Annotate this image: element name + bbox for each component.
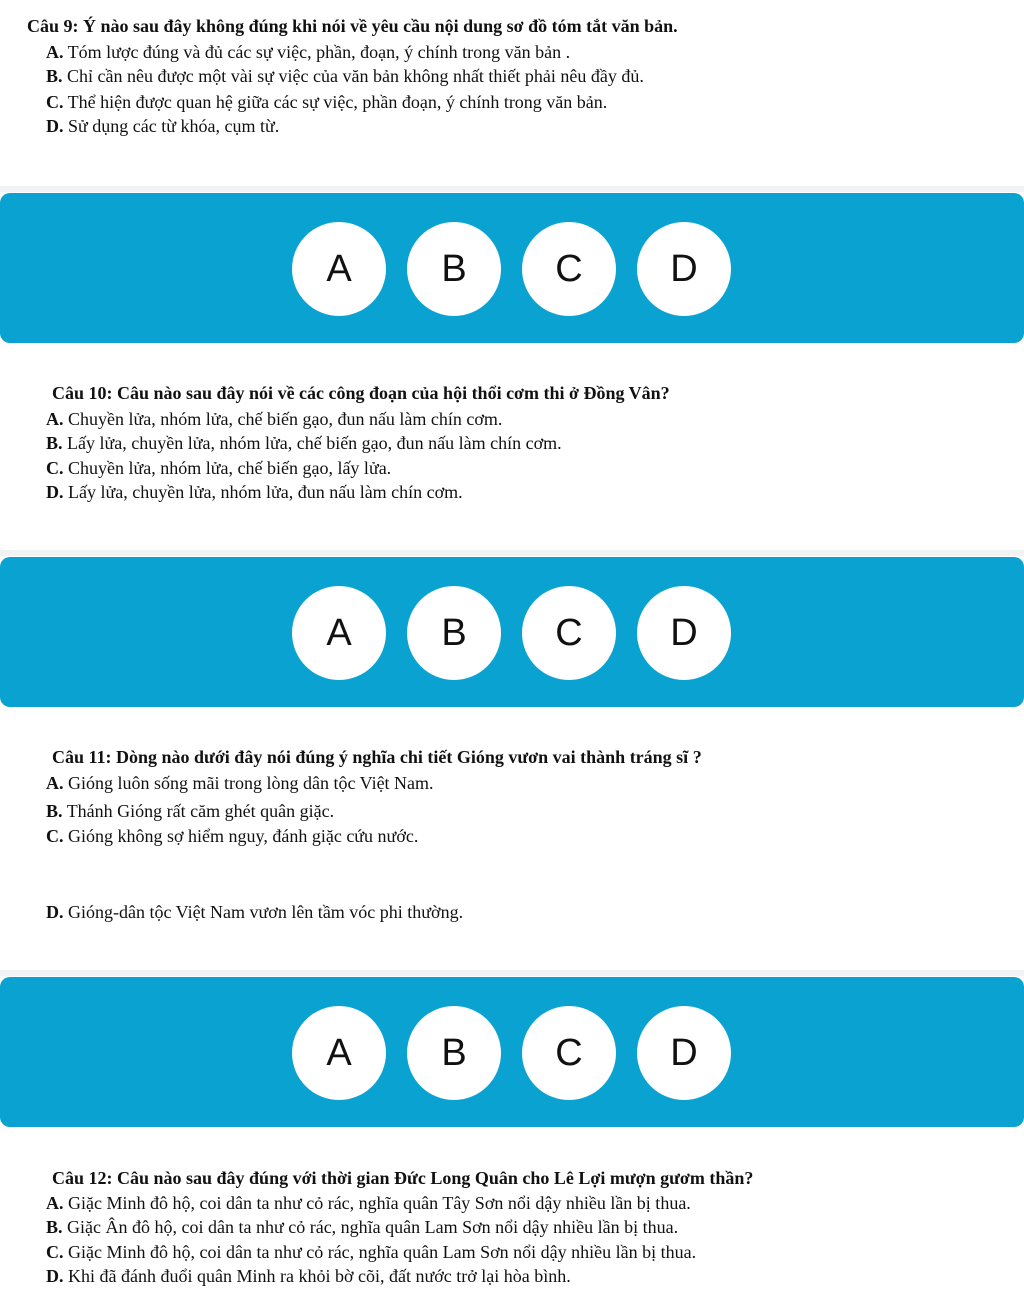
option-d: D. Gióng-dân tộc Việt Nam vươn lên tầm vóc phi thường. [46,902,464,922]
answer-band-11 [0,977,1024,1127]
answer-b-button[interactable]: B [407,222,501,316]
option-c: C. Giặc Minh đô hộ, coi dân ta như cỏ rác, nghĩa quân Lam Sơn nổi dậy nhiều lần bị thua. [46,1242,697,1262]
answer-band-10 [0,557,1024,707]
answer-a-button[interactable]: A [292,586,386,680]
answer-d-button[interactable]: D [637,586,731,680]
option-d: D. Khi đã đánh đuổi quân Minh ra khỏi bờ cõi, đất nước trở lại hòa bình. [46,1266,571,1286]
answer-a-button[interactable]: A [292,222,386,316]
question-title: Câu 10: Câu nào sau đây nói về các công đoạn của hội thổi cơm thi ở Đồng Vân? [52,383,670,403]
option-a: A. Tóm lược đúng và đủ các sự việc, phần, đoạn, ý chính trong văn bản . [46,42,571,62]
option-d: D. Lấy lửa, chuyền lửa, nhóm lửa, đun nấu làm chín cơm. [46,482,463,502]
divider [0,550,1024,556]
option-d: D. Sử dụng các từ khóa, cụm từ. [46,116,280,136]
option-a: A. Chuyền lửa, nhóm lửa, chế biến gạo, đun nấu làm chín cơm. [46,409,503,429]
option-c: C. Gióng không sợ hiểm nguy, đánh giặc cứu nước. [46,826,419,846]
option-b: B. Chỉ cần nêu được một vài sự việc của văn bản không nhất thiết phải nêu đầy đủ. [46,66,644,86]
option-a: A. Giặc Minh đô hộ, coi dân ta như cỏ rác, nghĩa quân Tây Sơn nổi dậy nhiều lần bị thua. [46,1193,691,1213]
answer-b-button[interactable]: B [407,586,501,680]
answer-b-button[interactable]: B [407,1006,501,1100]
divider [0,970,1024,976]
answer-c-button[interactable]: C [522,586,616,680]
option-b: B. Thánh Gióng rất căm ghét quân giặc. [46,801,335,821]
option-b: B. Lấy lửa, chuyền lửa, nhóm lửa, chế biến gạo, đun nấu làm chín cơm. [46,433,562,453]
question-title: Câu 9: Ý nào sau đây không đúng khi nói về yêu cầu nội dung sơ đồ tóm tắt văn bản. [27,16,678,36]
option-c: C. Thể hiện được quan hệ giữa các sự việc, phần đoạn, ý chính trong văn bản. [46,92,608,112]
answer-band-9 [0,193,1024,343]
answer-c-button[interactable]: C [522,1006,616,1100]
option-b: B. Giặc Ân đô hộ, coi dân ta như cỏ rác, nghĩa quân Lam Sơn nổi dậy nhiều lần bị thua. [46,1217,679,1237]
divider [0,186,1024,192]
answer-a-button[interactable]: A [292,1006,386,1100]
answer-d-button[interactable]: D [637,1006,731,1100]
question-title: Câu 12: Câu nào sau đây đúng với thời gian Đức Long Quân cho Lê Lợi mượn gươm thần? [52,1168,754,1188]
answer-c-button[interactable]: C [522,222,616,316]
question-title: Câu 11: Dòng nào dưới đây nói đúng ý nghĩa chi tiết Gióng vươn vai thành tráng sĩ ? [52,747,702,767]
answer-d-button[interactable]: D [637,222,731,316]
option-c: C. Chuyền lửa, nhóm lửa, chế biến gạo, lấy lửa. [46,458,392,478]
option-a: A. Gióng luôn sống mãi trong lòng dân tộc Việt Nam. [46,773,434,793]
